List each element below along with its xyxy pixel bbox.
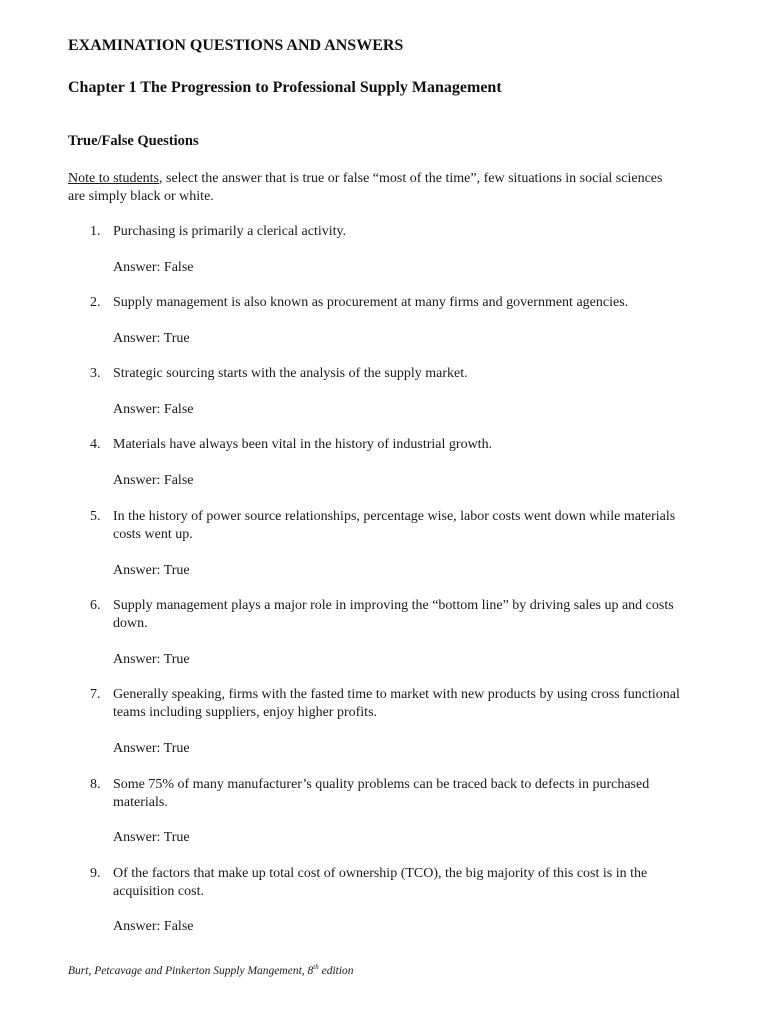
question-text: Some 75% of many manufacturer’s quality problems can be traced back to defects in purchased materials. bbox=[113, 777, 650, 810]
question-number: 3. bbox=[90, 366, 101, 381]
question-text: In the history of power source relationships, percentage wise, labor costs went down while materials costs went up. bbox=[113, 509, 676, 542]
question-number: 2. bbox=[90, 295, 101, 310]
question-answer: Answer: True bbox=[113, 741, 190, 756]
question-answer: Answer: False bbox=[113, 919, 194, 934]
question-answer: Answer: True bbox=[113, 830, 190, 845]
question-number: 4. bbox=[90, 437, 101, 452]
note-text: , select the answer that is true or false “most of the time”, few situations in social sciences are simply black or white. bbox=[68, 171, 663, 204]
footer-superscript: th bbox=[313, 963, 319, 971]
question-text: Of the factors that make up total cost of ownership (TCO), the big majority of this cost is in the acquisition cost. bbox=[113, 866, 648, 899]
footer-text: Burt, Petcavage and Pinkerton Supply Mangement, 8 bbox=[68, 964, 314, 977]
question-text: Supply management is also known as procurement at many firms and government agencies. bbox=[113, 295, 629, 310]
question-text: Materials have always been vital in the history of industrial growth. bbox=[113, 437, 493, 452]
question-number: 1. bbox=[90, 224, 101, 239]
question-number: 8. bbox=[90, 777, 101, 792]
question-number: 9. bbox=[90, 866, 101, 881]
question-text: Purchasing is primarily a clerical activity. bbox=[113, 224, 347, 239]
footer-suffix: edition bbox=[318, 964, 354, 977]
question-answer: Answer: False bbox=[113, 473, 194, 488]
question-number: 7. bbox=[90, 687, 101, 702]
question-answer: Answer: False bbox=[113, 260, 194, 275]
question-answer: Answer: True bbox=[113, 331, 190, 346]
question-text: Supply management plays a major role in improving the “bottom line” by driving sales up and costs down. bbox=[113, 598, 674, 631]
question-text: Generally speaking, firms with the fasted time to market with new products by using cross functional teams including suppliers, enjoy higher profits. bbox=[113, 687, 680, 720]
document-title: EXAMINATION QUESTIONS AND ANSWERS bbox=[68, 37, 404, 54]
section-heading: True/False Questions bbox=[68, 133, 199, 149]
question-answer: Answer: True bbox=[113, 563, 190, 578]
question-text: Strategic sourcing starts with the analysis of the supply market. bbox=[113, 366, 468, 381]
note-label: Note to students bbox=[68, 171, 159, 186]
chapter-title: Chapter 1 The Progression to Professional Supply Management bbox=[68, 79, 502, 96]
question-number: 6. bbox=[90, 598, 101, 613]
page-footer bbox=[68, 963, 354, 977]
question-answer: Answer: False bbox=[113, 402, 194, 417]
question-answer: Answer: True bbox=[113, 652, 190, 667]
question-number: 5. bbox=[90, 509, 101, 524]
note-to-students bbox=[68, 170, 668, 206]
